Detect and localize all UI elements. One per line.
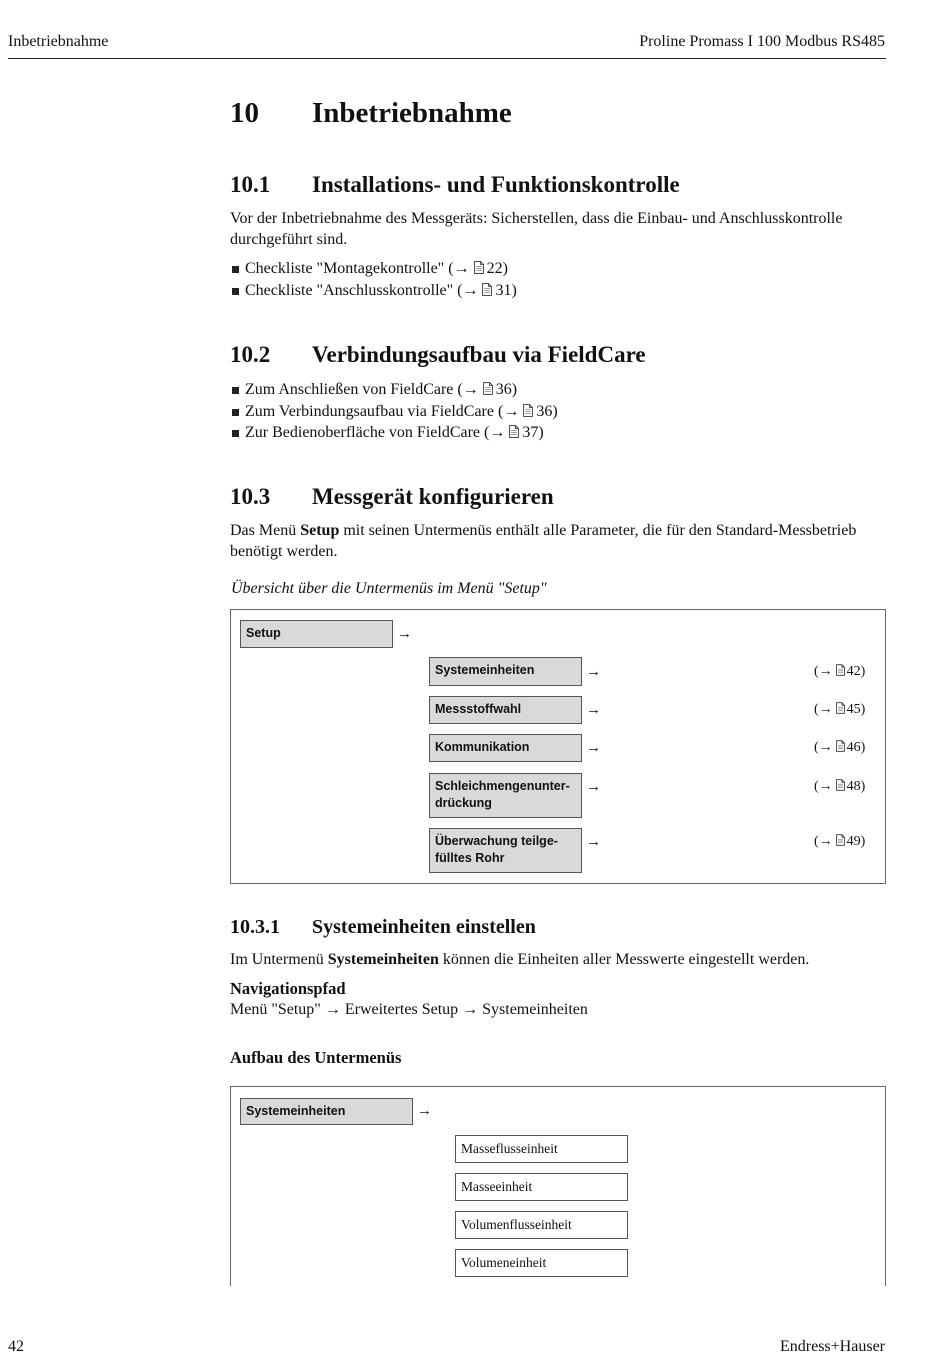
section-heading-10-3-1 — [230, 916, 880, 942]
page-reference-icon — [474, 261, 484, 274]
page-reference-icon — [483, 382, 493, 395]
page-reference-icon — [836, 664, 845, 676]
menu-box-systemeinheiten[interactable]: Systemeinheiten — [240, 1098, 413, 1125]
page-reference[interactable]: (→ 49) — [814, 834, 866, 849]
page-reference[interactable]: (→ 45) — [814, 702, 866, 717]
page-reference[interactable]: (→ 46) — [814, 740, 866, 755]
page-cutoff-mask — [229, 1286, 889, 1316]
list-item[interactable]: Zum Anschließen von FieldCare (→ 36) — [230, 379, 558, 401]
list-item[interactable]: Checkliste "Montagekontrolle" (→ 22) — [230, 258, 517, 280]
list-item[interactable]: Zum Verbindungsaufbau via FieldCare (→ 36) — [230, 401, 558, 423]
menu-box-setup[interactable]: Setup — [240, 620, 393, 648]
list-item[interactable]: Zur Bedienoberfläche von FieldCare (→ 37) — [230, 422, 558, 444]
fieldcare-list — [230, 379, 558, 444]
section-heading-10-3 — [230, 484, 880, 512]
arrow-right-icon: → — [586, 779, 601, 795]
page-reference[interactable]: (→ 42) — [814, 664, 866, 679]
section-10-1-text: Vor der Inbetriebnahme des Messgeräts: Sicherstellen, dass die Einbau- und Anschlusskontrolle durchgeführt sind. — [230, 210, 843, 248]
page-reference-icon — [836, 779, 845, 791]
footer-brand: Endress+Hauser — [780, 1338, 885, 1355]
page-number: 42 — [8, 1338, 24, 1355]
setup-menu-diagram — [230, 609, 886, 884]
header-rule — [8, 58, 886, 59]
chapter-number: 10 — [230, 97, 259, 129]
list-item[interactable]: Checkliste "Anschlusskontrolle" (→ 31) — [230, 280, 517, 302]
figure-caption: Übersicht über die Untermenüs im Menü "Setup" — [231, 580, 547, 597]
page-reference-icon — [836, 702, 845, 714]
submenu-name: Systemeinheiten — [327, 951, 439, 968]
page-reference-icon — [523, 404, 533, 417]
submenu-box-messstoffwahl[interactable]: Messstoffwahl — [429, 696, 582, 724]
section-number: 10.3 — [230, 484, 271, 509]
systemeinheiten-diagram — [230, 1086, 886, 1307]
checklist-list — [230, 258, 517, 301]
arrow-right-icon: → — [417, 1103, 432, 1119]
section-heading-10-1 — [230, 172, 880, 200]
arrow-right-icon: → — [397, 626, 412, 642]
page-reference-icon — [482, 283, 492, 296]
section-number: 10.1 — [230, 172, 271, 197]
arrow-right-icon: → — [586, 834, 601, 850]
chapter-heading — [230, 97, 880, 133]
menu-name-setup: Setup — [300, 522, 340, 539]
running-header-left: Inbetriebnahme — [8, 33, 109, 50]
submenu-box-ueberwachung-teilgefuelltes-rohr[interactable]: Überwachung teilge- fülltes Rohr — [429, 828, 582, 873]
parameter-box-masseflusseinheit[interactable]: Masseflusseinheit — [455, 1135, 628, 1163]
parameter-box-volumeneinheit[interactable]: Volumeneinheit — [455, 1249, 628, 1277]
page-reference-icon — [836, 834, 845, 846]
submenu-box-kommunikation[interactable]: Kommunikation — [429, 734, 582, 762]
page-reference[interactable]: (→ 48) — [814, 779, 866, 794]
section-title: Installations- und Funktionskontrolle — [312, 172, 680, 197]
chapter-title: Inbetriebnahme — [312, 97, 512, 129]
arrow-right-icon: → — [586, 664, 601, 680]
running-header-right: Proline Promass I 100 Modbus RS485 — [639, 33, 885, 50]
section-number: 10.2 — [230, 342, 271, 367]
navigation-path-heading: Navigationspfad — [230, 979, 346, 998]
section-10-3-text: Das Menü Setup mit seinen Untermenüs enthält alle Parameter, die für den Standard-Messbetrieb benötigt werden. — [230, 522, 857, 560]
section-title: Systemeinheiten einstellen — [312, 916, 536, 938]
arrow-right-icon: → — [586, 702, 601, 718]
parameter-box-volumenflusseinheit[interactable]: Volumenflusseinheit — [455, 1211, 628, 1239]
section-heading-10-2 — [230, 342, 880, 370]
submenu-box-schleichmengenunterdrueckung[interactable]: Schleichmengenunter- drückung — [429, 773, 582, 818]
submenu-structure-heading: Aufbau des Untermenüs — [230, 1048, 402, 1067]
section-10-3-1-text: Im Untermenü Systemeinheiten können die Einheiten aller Messwerte eingestellt werden. — [230, 951, 810, 968]
section-title: Messgerät konfigurieren — [312, 484, 554, 509]
navigation-path: Menü "Setup" → Erweitertes Setup → Systemeinheiten — [230, 1001, 588, 1018]
section-title: Verbindungsaufbau via FieldCare — [312, 342, 646, 367]
section-number: 10.3.1 — [230, 916, 280, 938]
submenu-box-systemeinheiten[interactable]: Systemeinheiten — [429, 657, 582, 686]
parameter-box-masseeinheit[interactable]: Masseeinheit — [455, 1173, 628, 1201]
page-reference-icon — [509, 425, 519, 438]
page-reference-icon — [836, 740, 845, 752]
arrow-right-icon: → — [586, 740, 601, 756]
